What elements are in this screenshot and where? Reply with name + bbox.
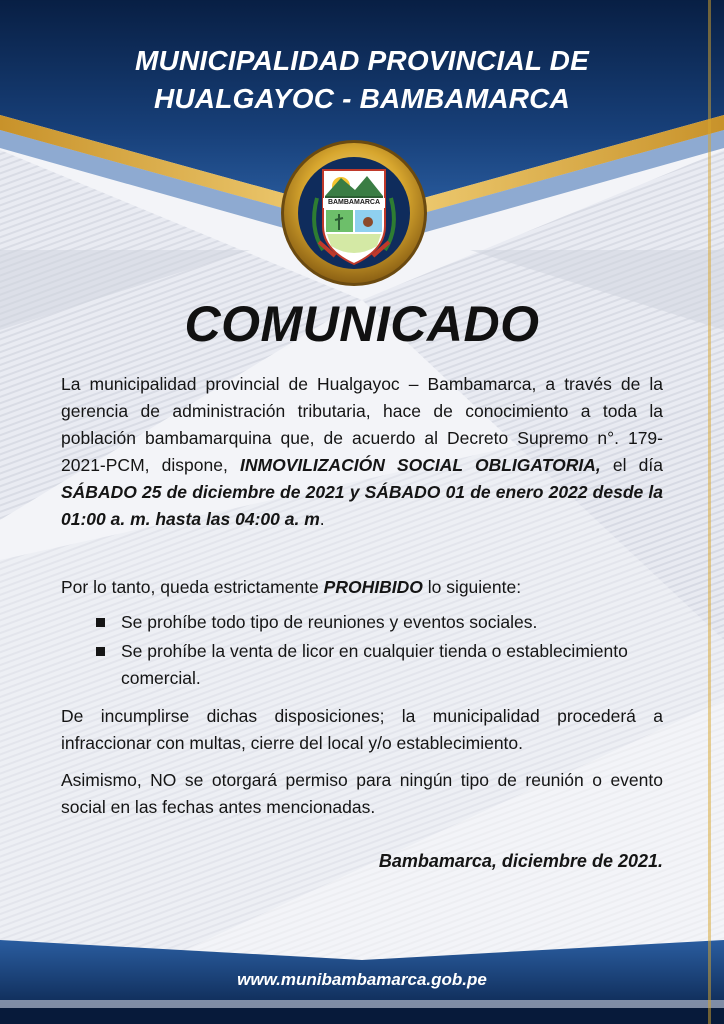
penalty-paragraph: De incumplirse dichas disposiciones; la municipalidad procederá a infraccionar con multas, cierre del local y/o establecimiento. [61,706,663,753]
list-item-text: Se prohíbe la venta de licor en cualquier tienda o establecimiento comercial. [121,641,628,688]
permit-paragraph: Asimismo, NO se otorgará permiso para ningún tipo de reunión o evento social en las fechas antes mencionadas. [61,770,663,817]
square-bullet-icon [96,618,105,627]
prohibition-after: lo siguiente: [422,577,522,597]
paragraph-end: . [319,509,325,529]
municipal-coat-of-arms-icon [279,138,429,288]
emphasis-dates: SÁBADO 25 de diciembre de 2021 y SÁBADO 01 de enero 2022 desde la 01:00 a. m. hasta las 04:00 a. m [61,482,663,529]
list-item [95,609,670,636]
emphasis-prohibido: PROHIBIDO [323,577,423,597]
prohibition-intro [61,574,663,601]
announcement-paragraph [61,371,663,533]
website-link[interactable]: www.munibambamarca.gob.pe [237,970,487,989]
municipality-title [0,42,724,118]
main-title: COMUNICADO [184,296,540,352]
municipality-title-line1: MUNICIPALIDAD PROVINCIAL DE [135,45,589,76]
signature-date: Bambamarca, diciembre de 2021. [378,851,663,871]
square-bullet-icon [96,647,105,656]
paragraph-middle: el día [600,455,663,475]
municipal-seal [279,138,429,288]
prohibition-list [95,609,670,694]
list-item-text: Se prohíbe todo tipo de reuniones y eventos sociales. [121,612,538,632]
seal-label: BAMBAMARCA [323,198,385,208]
municipality-title-line2: HUALGAYOC - BAMBAMARCA [153,83,571,114]
paragraph-intro: La municipalidad provincial de Hualgayoc – Bambamarca, a través de la gerencia de administración tributaria, hace de conocimiento a toda la población bambamarquina que, de acuerdo al Decreto Supremo n°. 179-2021-PCM, dispone, [61,374,663,475]
list-item [95,638,670,692]
emphasis-inmovilizacion: INMOVILIZACIÓN SOCIAL OBLIGATORIA, [240,455,601,475]
prohibition-before: Por lo tanto, queda estrictamente [61,577,324,597]
